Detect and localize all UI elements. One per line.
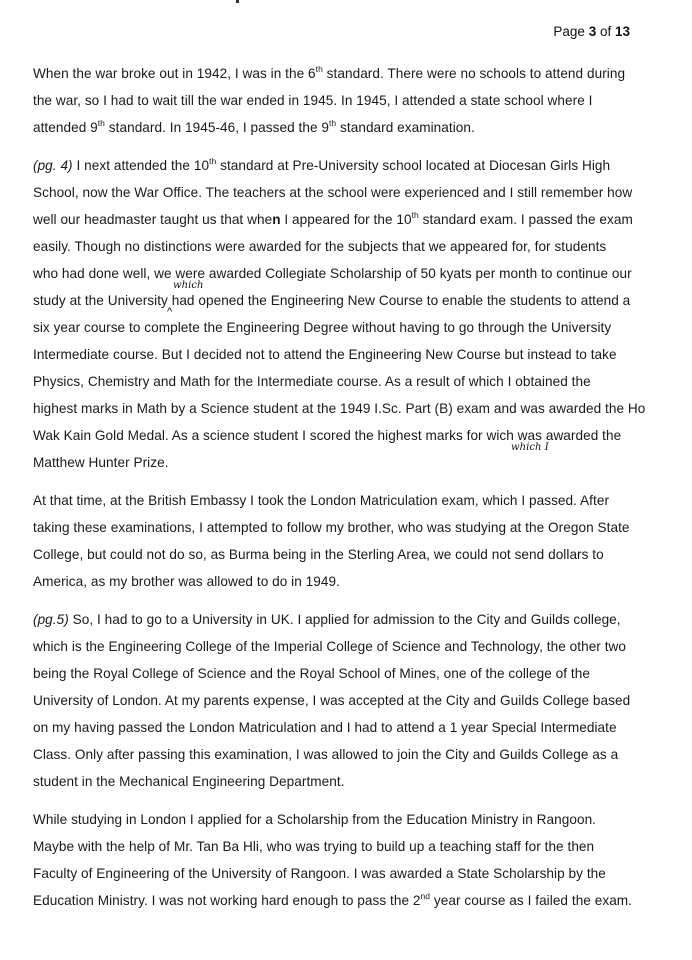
- text-line: Intermediate course. But I decided not to attend the Engineering New Course but instead to take: [33, 347, 617, 362]
- paragraph-2: [33, 152, 646, 476]
- text-line: (pg.5) So, I had to go to a University in UK. I applied for admission to the City and Guilds college,: [33, 612, 621, 627]
- text-line: School, now the War Office. The teachers at the school were experienced and I still remember how: [33, 185, 633, 200]
- text-line: who had done well, we were awarded Collegiate Scholarship of 50 kyats per month to continue our: [33, 266, 632, 281]
- text-line: Education Ministry. I was not working hard enough to pass the 2nd year course as I failed the exam.: [33, 891, 633, 908]
- text-line: attended 9th standard. In 1945-46, I passed the 9th standard examination.: [33, 118, 475, 135]
- text-line: easily. Though no distinctions were awarded for the subjects that we appeared for, for students: [33, 239, 607, 254]
- text-line: which is the Engineering College of the Imperial College of Science and Technology, the other two: [33, 639, 627, 654]
- text-line: America, as my brother was allowed to do in 1949.: [33, 574, 340, 589]
- text-line: While studying in London I applied for a Scholarship from the Education Ministry in Rangoon.: [33, 812, 597, 827]
- text-line: six year course to complete the Engineering Degree without having to go through the University: [33, 320, 612, 335]
- text-line: student in the Mechanical Engineering Department.: [33, 774, 345, 789]
- page-number: Page 3 of 13: [553, 24, 630, 39]
- handwritten-annotation: which I: [511, 442, 549, 453]
- text-line: well our headmaster taught us that when I appeared for the 10th standard exam. I passed the exam: [33, 210, 633, 227]
- text-line: University of London. At my parents expense, I was accepted at the City and Guilds College based: [33, 693, 631, 708]
- paragraph-1: [33, 60, 633, 141]
- paragraph-5: [33, 806, 633, 914]
- text-line: on my having passed the London Matriculation and I had to attend a 1 year Special Intermediate: [33, 720, 617, 735]
- text-line: Matthew Hunter Prize.: [33, 455, 169, 470]
- text-line: Maybe with the help of Mr. Tan Ba Hli, who was trying to build up a teaching staff for the then: [33, 839, 595, 854]
- text-line: taking these examinations, I attempted to follow my brother, who was studying at the Oregon State: [33, 520, 630, 535]
- text-line: Faculty of Engineering of the University of Rangoon. I was awarded a State Scholarship by the: [33, 866, 606, 881]
- text-line: Class. Only after passing this examination, I was allowed to join the City and Guilds College as a: [33, 747, 619, 762]
- insertion-caret: ^: [167, 306, 173, 318]
- page-reference: (pg.5): [33, 612, 69, 627]
- paragraph-4: [33, 606, 633, 795]
- text-line: College, but could not do so, as Burma being in the Sterling Area, we could not send dollars to: [33, 547, 604, 562]
- document-body: [33, 60, 646, 925]
- text-line: the war, so I had to wait till the war ended in 1945. In 1945, I attended a state school where I: [33, 93, 593, 108]
- text-line: highest marks in Math by a Science student at the 1949 I.Sc. Part (B) exam and was awarded the Ho: [33, 401, 646, 416]
- text-line: When the war broke out in 1942, I was in the 6th standard. There were no schools to attend during: [33, 64, 626, 81]
- handwritten-annotation: which: [173, 280, 204, 291]
- paragraph-3: [33, 487, 633, 595]
- text-line: At that time, at the British Embassy I took the London Matriculation exam, which I passed. After: [33, 493, 610, 508]
- text-line: Wak Kain Gold Medal. As a science student I scored the highest marks for wich was awarded the: [33, 428, 622, 443]
- scan-artifact: [236, 0, 239, 3]
- page-reference: (pg. 4): [33, 158, 73, 173]
- text-line: Physics, Chemistry and Math for the Intermediate course. As a result of which I obtained the: [33, 374, 591, 389]
- handwritten-correction: n: [272, 212, 281, 227]
- text-line: study at the University had opened the Engineering New Course to enable the students to attend a: [33, 293, 631, 308]
- text-line: being the Royal College of Science and the Royal School of Mines, one of the college of the: [33, 666, 590, 681]
- text-line: (pg. 4) I next attended the 10th standard at Pre-University school located at Diocesan Girls High: [33, 156, 611, 173]
